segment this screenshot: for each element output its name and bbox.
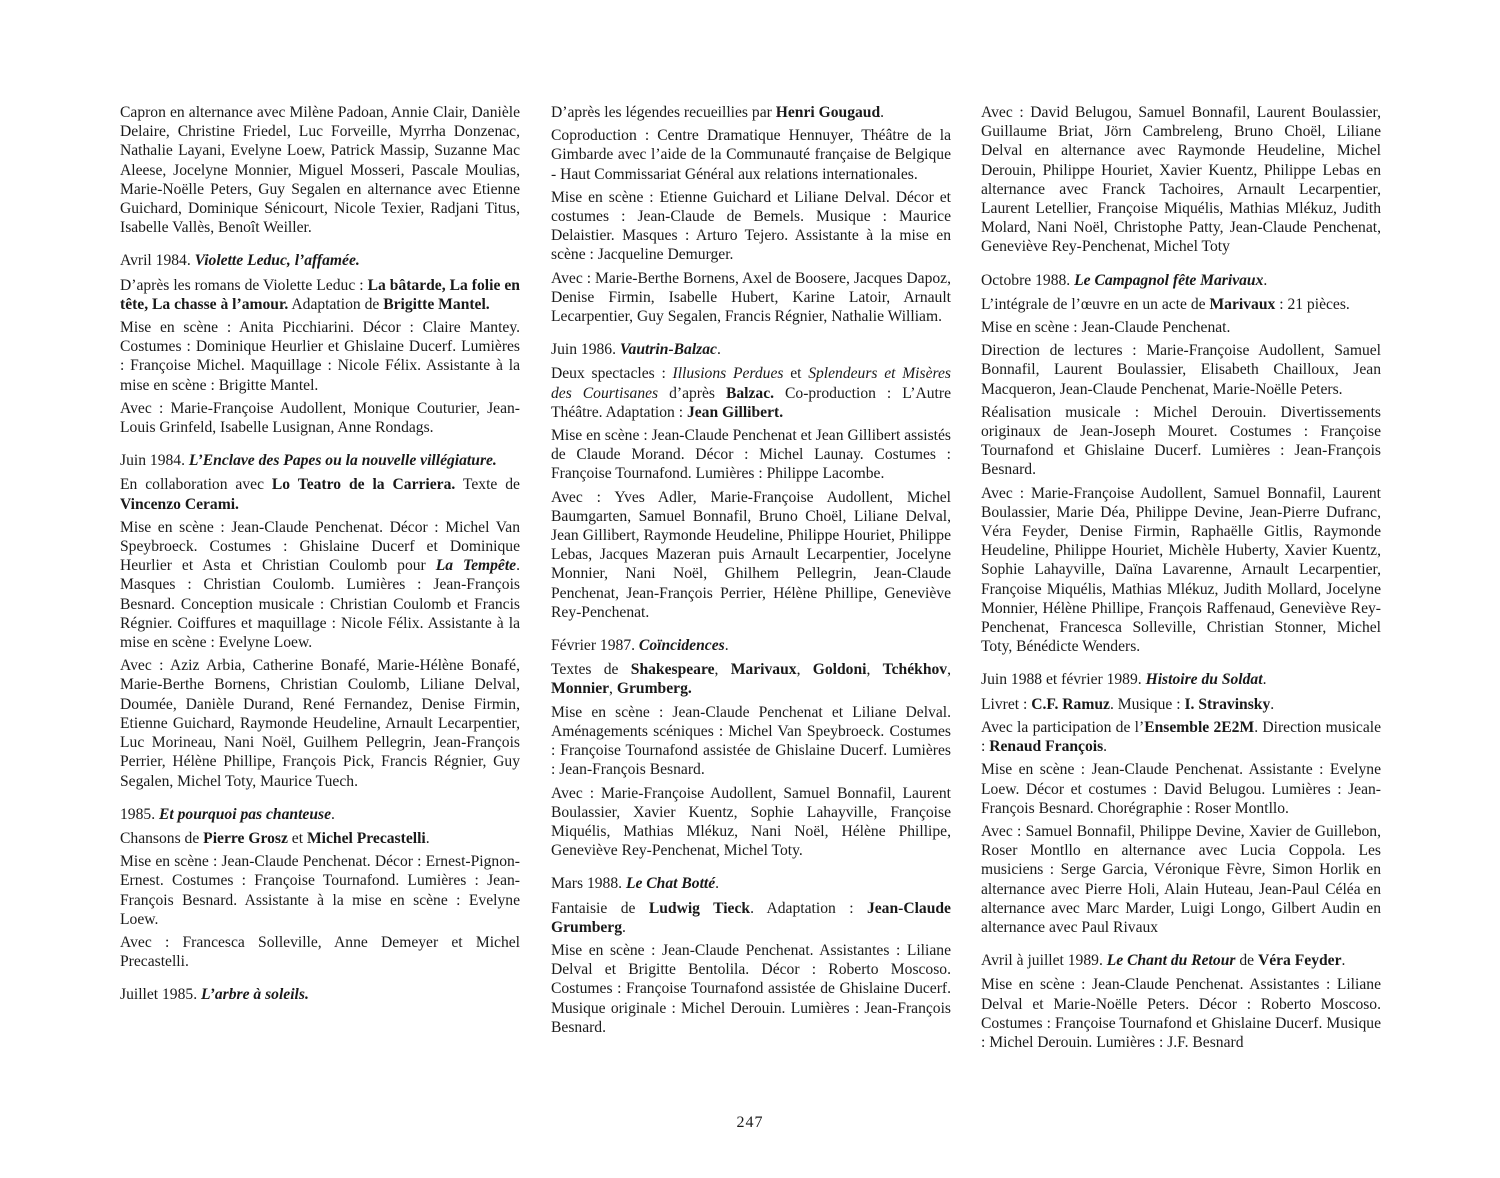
credits-paragraph [551,899,951,937]
credits-paragraph [981,975,1381,1052]
text-run: Avec : David Belugou, Samuel Bonnafil, Laurent Boulassier, Guillaume Briat, Jörn Cambreleng, Bruno Choël, Liliane Delval en alternance avec Raymonde Heudeline, Michel Derouin, Philippe Houriet, Xavier Kuentz, Philippe Lebas en alternance avec Franck Tachoires, Arnault Lecarpentier, Laurent Letellier, Françoise Miquélis, Mathias Mlékuz, Judith Molard, Nani Noël, Christophe Patty, Jean-Claude Penchenat, Geneviève Rey-Penchenat, Michel Toty [981,104,1381,256]
emphasis-text: Jean Gillibert. [686,403,784,421]
text-run: Octobre 1988. [981,271,1075,289]
text-run: : 21 pièces. [1275,295,1350,313]
emphasis-text: La bâtarde, La folie en tête, La chasse à l’amour. [120,276,520,313]
text-run: Mise en scène : Jean-Claude Penchenat et Jean Gillibert assistés de Claude Morand. Décor : Michel Launay. Costumes : Françoise Tournafond. Lumières : Philippe Lacombe. [551,427,951,483]
emphasis-text: Grumberg. [616,680,692,698]
text-run: Coproduction : Centre Dramatique Hennuyer, Théâtre de la Gimbarde avec l’aide de la Communauté française de Belgique - Haut Commissariat Général aux relations internationales. [551,127,951,183]
emphasis-text: Brigitte Mantel. [383,295,490,313]
text-run: Capron en alternance avec Milène Padoan, Annie Clair, Danièle Delaire, Christine Friedel, Luc Forveille, Myrrha Donzenac, Nathalie Layani, Evelyne Loew, Patrick Massip, Suzanne Mac Aleese, Jocelyne Monnier, Miguel Mosseri, Pascale Moulias, Marie-Noëlle Peters, Guy Segalen en alternance avec Etienne Guichard, Dominique Sénicourt, Nicole Texier, Radjani Titus, Isabelle Vallès, Benoît Weiller. [120,104,520,237]
text-run: Co-production : L’Autre Théâtre. Adaptation : [551,384,951,421]
credits-paragraph [551,126,951,184]
emphasis-text: Et pourquoi pas chanteuse [158,805,331,823]
text-column-right [981,103,1381,1056]
text-run: . [1270,695,1275,713]
text-run: Textes de [551,661,631,679]
emphasis-text: Coïncidences [638,637,725,655]
text-run: d’après [658,384,726,402]
text-run: Réalisation musicale : Michel Derouin. Divertissements originaux de Jean-Joseph Mouret. Costumes : Françoise Tournafond et Ghislaine Ducerf. Lumières : Jean-François Besnard. [981,403,1381,479]
credits-paragraph [120,518,520,652]
text-run: Avec : Aziz Arbia, Catherine Bonafé, Marie-Hélène Bonafé, Marie-Berthe Bornens, Christian Coulomb, Liliane Delval, Doumée, Danièle Durand, René Fernandez, Denise Firmin, Etienne Guichard, Raymonde Heudeline, Arnault Lecarpentier, Luc Morineau, Nani Noël, Guilhem Pellegrin, Jean-François Perrier, Hélène Phillipe, François Pick, Francis Régnier, Guy Segalen, Michel Toty, Maurice Tuech. [120,657,520,790]
credits-paragraph [120,399,520,437]
text-run: . [880,104,885,121]
emphasis-text: C.F. Ramuz [1031,695,1110,713]
text-run: . Adaptation : [750,899,867,917]
text-run: , [714,661,731,679]
text-column-middle [551,103,951,1041]
text-run: Avec : Samuel Bonnafil, Philippe Devine, Xavier de Guillebon, Roser Montllo en alternance avec Lucia Coppola. Les musiciens : Serge Garcia, Véronique Fèvre, Simon Horlik en alternance avec Pierre Holi, Alain Huteau, Jean-Paul Céléa en alternance avec Marc Marder, Luigi Longo, Gilbert Audin en alternance avec Paul Rivaux [981,822,1381,936]
text-run: . Direction musicale : [981,718,1381,756]
text-run: Avec : Marie-Françoise Audollent, Monique Couturier, Jean-Louis Grinfeld, Isabelle Lusignan, Anne Rondags. [120,399,520,437]
text-run: Mars 1988. [551,875,626,893]
text-run: Mise en scène : Jean-Claude Penchenat. Décor : Ernest-Pignon-Ernest. Costumes : Françoise Tournafond. Lumières : Jean-François Besnard. Assistante à la mise en scène : Evelyne Loew. [120,853,520,928]
emphasis-text: Michel Precastelli [306,829,426,847]
text-run: 1985. [120,805,159,823]
text-run: Avec : Marie-Françoise Audollent, Samuel Bonnafil, Laurent Boulassier, Marie Déa, Philippe Devine, Jean-Pierre Dufranc, Véra Feyder, Denise Firmin, Raphaëlle Gitlis, Raymonde Heudeline, Philippe Houriet, Michèle Huberty, Xavier Kuentz, Sophie Lahayville, Daïna Lavarenne, Arnault Lecarpentier, Françoise Miquélis, Mathias Mlékuz, Judith Mollard, Jocelyne Monnier, Hélène Phillipe, François Raffenaud, Geneviève Rey-Penchenat, Francesca Solleville, Christian Stonner, Michel Toty, Bénédicte Wenders. [981,484,1381,656]
text-run: En collaboration avec [120,476,272,494]
text-run: Mise en scène : Jean-Claude Penchenat et Liliane Delval. Aménagements scéniques : Michel Van Speybroeck. Costumes : Françoise Tournafond assistée de Ghislaine Ducerf. Lumières : Jean-François Besnard. [551,703,951,779]
production-heading [551,874,951,893]
credits-paragraph [551,784,951,861]
production-heading [120,805,520,824]
text-run: Direction de lectures : Marie-Françoise Audollent, Samuel Bonnafil, Laurent Boulassier, Elisabeth Chailloux, Jean Macqueron, Jean-Claude Penchenat, Marie-Noëlle Peters. [981,342,1381,398]
text-run: Mise en scène : Anita Picchiarini. Décor : Claire Mantey. Costumes : Dominique Heurlier et Ghislaine Ducerf. Lumières : Françoise Michel. Maquillage : Nicole Félix. Assistante à la mise en scène : Brigitte Mantel. [120,319,520,394]
production-heading [981,951,1381,970]
credits-paragraph [551,941,951,1037]
credits-paragraph [120,318,520,395]
text-run: . [622,918,626,936]
text-run: . [715,875,720,893]
production-heading [120,251,520,270]
text-run: Avril à juillet 1989. [981,952,1107,970]
text-run: et [287,829,307,847]
credits-paragraph [981,760,1381,818]
emphasis-text: Henri Gougaud [775,104,881,121]
text-run: Juin 1986. [551,341,620,359]
emphasis-text: Jean-Claude Grumberg [551,899,951,936]
text-run: D’après les légendes recueillies par [551,104,776,121]
text-run: , [866,661,883,679]
emphasis-text: Véra Feyder [1257,952,1342,970]
text-run: Chansons de [120,829,204,847]
text-run: Juillet 1985. [120,986,201,1004]
production-heading [120,451,520,470]
credits-paragraph [120,475,520,513]
emphasis-text: Vautrin-Balzac [619,341,717,359]
credits-paragraph [981,318,1381,337]
text-run: Mise en scène : Jean-Claude Penchenat. Décor : Michel Van Speybroeck. Costumes : Ghislaine Ducerf et Dominique Heurlier et Asta et Christian Coulomb pour [120,518,520,575]
emphasis-text: Goldoni [812,661,867,679]
text-run: Mise en scène : Etienne Guichard et Liliane Delval. Décor et costumes : Jean-Claude de Bemels. Musique : Maurice Delaistier. Masques : Arturo Tejero. Assistante à la mise en scène : Jacqueline Demurger. [551,188,951,264]
emphasis-text: L’Enclave des Papes ou la nouvelle villégiature. [188,452,497,470]
text-run: . [1263,271,1268,289]
credits-paragraph [981,695,1381,714]
credits-paragraph [551,188,951,265]
text-run: Deux spectacles : [551,365,673,383]
text-run: Texte de [455,476,520,494]
credits-paragraph [551,269,951,327]
credits-paragraph [551,488,951,622]
text-run: . Musique : [1109,695,1185,713]
text-run: Avec : Marie-Berthe Bornens, Axel de Boosere, Jacques Dapoz, Denise Firmin, Isabelle Hubert, Karine Latoir, Arnault Lecarpentier, Guy Segalen, Francis Régnier, Nathalie William. [551,269,951,326]
credits-paragraph [981,103,1381,257]
text-run: Mise en scène : Jean-Claude Penchenat. Assistantes : Liliane Delval et Brigitte Bentolila. Décor : Roberto Moscoso. Costumes : Françoise Tournafond assistée de Ghislaine Ducerf. Musique originale : Michel Derouin. Lumières : Jean-François Besnard. [551,941,951,1036]
text-run: Juin 1988 et février 1989. [981,671,1146,689]
credits-paragraph [551,426,951,484]
emphasis-text: Pierre Grosz [203,829,288,847]
emphasis-text: L’arbre à soleils. [201,986,309,1004]
text-run: , [947,661,952,679]
emphasis-text: Ludwig Tieck [648,899,751,917]
text-run: Mise en scène : Jean-Claude Penchenat. Assistante : Evelyne Loew. Décor et costumes : David Belugou. Lumières : Jean-François Besnard. Chorégraphie : Roser Montllo. [981,761,1381,817]
emphasis-text: Le Chant du Retour [1106,952,1236,970]
text-run: D’après les romans de Violette Leduc : [120,276,368,294]
text-run: et [783,365,809,383]
emphasis-text: Histoire du Soldat [1145,671,1263,689]
emphasis-text: Balzac. [725,384,775,402]
emphasis-text: I. Stravinsky [1184,695,1271,713]
text-run: Mise en scène : Jean-Claude Penchenat. Assistantes : Liliane Delval et Marie-Noëlle Peters. Décor : Roberto Moscoso. Costumes : Françoise Tournafond et Ghislaine Ducerf. Musique : Michel Derouin. Lumières : J.F. Besnard [981,976,1381,1051]
credits-paragraph [120,829,520,848]
text-run: . [331,805,335,823]
text-run: Mise en scène : Jean-Claude Penchenat. [981,319,1231,337]
emphasis-text: Vincenzo Cerami. [120,495,239,513]
emphasis-text: Shakespeare [630,661,715,679]
emphasis-text: Le Campagnol fête Marivaux [1074,271,1264,289]
credits-paragraph [120,276,520,314]
credits-paragraph [551,703,951,780]
production-heading [120,985,520,1004]
credits-paragraph [120,103,520,237]
credits-paragraph [981,295,1381,314]
emphasis-text: Lo Teatro de la Carriera. [271,476,456,494]
emphasis-text: Illusions Perdues [672,365,784,383]
production-heading [981,271,1381,290]
text-run: Avril 1984. [120,252,195,270]
credits-paragraph [120,656,520,790]
credits-paragraph [981,484,1381,657]
emphasis-text: Splendeurs et Misères des Courtisanes [551,365,951,402]
emphasis-text: Le Chat Botté [625,875,716,893]
production-heading [551,340,951,359]
text-run: Avec : Yves Adler, Marie-Françoise Audollent, Michel Baumgarten, Samuel Bonnafil, Bruno Choël, Liliane Delval, Jean Gillibert, Raymonde Heudeline, Philippe Houriet, Philippe Lebas, Jacques Mazeran puis Arnault Lecarpentier, Jocelyne Monnier, Nani Noël, Ghilhem Pellegrin, Jean-Claude Penchenat, Jean-François Perrier, Hélène Phillipe, Geneviève Rey-Penchenat. [551,488,951,621]
emphasis-text: Marivaux [1209,295,1276,313]
text-run: . [425,829,430,847]
text-run: . [1103,738,1108,756]
text-run: . [1262,671,1267,689]
emphasis-text: Violette Leduc, l’affamée. [194,252,360,270]
production-heading [981,670,1381,689]
credits-paragraph [551,364,951,422]
page-number: 247 [736,1114,764,1131]
credits-paragraph [981,822,1381,937]
text-run: L’intégrale de l’œuvre en un acte de [981,295,1210,313]
emphasis-text: La Tempête [435,557,517,575]
emphasis-text: Tchékhov [882,661,948,679]
credits-paragraph [981,403,1381,480]
emphasis-text: Renaud François [989,738,1104,756]
credits-paragraph [120,852,520,929]
credits-paragraph [551,660,951,698]
text-run: . [1341,952,1346,970]
text-run: . [724,637,729,655]
text-run: Livret : [981,695,1032,713]
production-heading [551,636,951,655]
text-run: Février 1987. [551,637,639,655]
emphasis-text: Ensemble 2E2M [1144,718,1255,736]
text-run: de [1235,952,1258,970]
text-run: Avec la participation de l’ [981,718,1145,736]
text-run: , [796,661,813,679]
text-run: . [716,341,721,359]
emphasis-text: Monnier [551,680,610,698]
text-run: Avec : Marie-Françoise Audollent, Samuel Bonnafil, Laurent Boulassier, Xavier Kuentz, Sophie Lahayville, Françoise Miquélis, Mathias Mlékuz, Nani Noël, Hélène Phillipe, Geneviève Rey-Penchenat, Michel Toty. [551,784,951,860]
text-run: Juin 1984. [120,452,189,470]
credits-paragraph [551,103,951,122]
text-run: Avec : Francesca Solleville, Anne Demeyer et Michel Precastelli. [120,933,520,971]
credits-paragraph [981,341,1381,399]
text-run: , [609,680,617,698]
text-column-left [120,103,520,1010]
credits-paragraph [120,933,520,971]
text-run: Fantaisie de [551,899,649,917]
text-run: . Masques : Christian Coulomb. Lumières : Jean-François Besnard. Conception musicale : Christian Coulomb et Francis Régnier. Coiffures et maquillage : Nicole Félix. Assistante à la mise en scène : Evelyne Loew. [120,557,521,652]
text-run: Adaptation de [288,295,384,313]
emphasis-text: Marivaux [730,661,797,679]
credits-paragraph [981,718,1381,756]
